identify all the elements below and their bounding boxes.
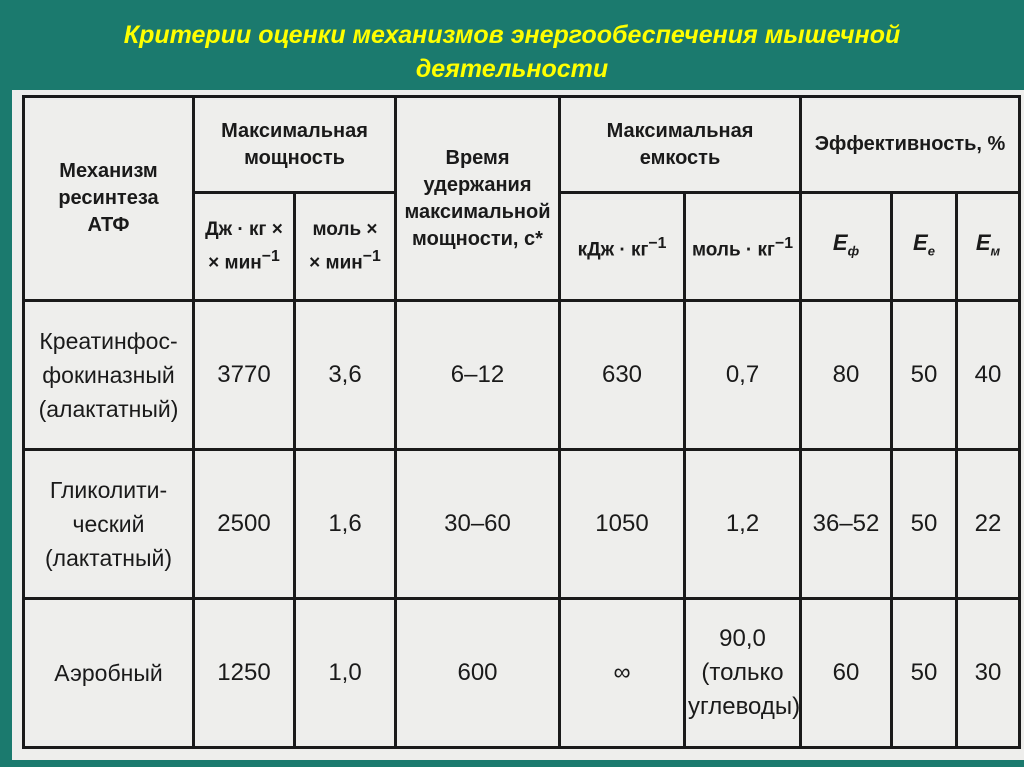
mechanism-cell [24,450,194,599]
mechanism-line2: ческий [72,511,145,537]
header-power-j-line2: × мин [208,252,262,274]
header-eff-f-sub: ф [847,243,860,259]
header-capacity-kj [560,193,685,301]
slide-title-line2: деятельности [415,55,609,83]
capacity-kj-cell: ∞ [560,599,685,748]
eff-e-cell: 50 [892,301,957,450]
mechanism-line3: (алактатный) [38,396,179,422]
header-eff-m-symbol: E [975,229,991,255]
eff-e-cell: 50 [892,450,957,599]
header-power-mol-line2: × мин [309,252,363,274]
header-mechanism-line3: АТФ [87,214,130,236]
mechanism-line1: Гликолити- [49,477,168,503]
capacity-kj-cell: 1050 [560,450,685,599]
header-eff-m-sub: м [990,243,1001,259]
header-max-power-line2: мощность [244,146,345,169]
power-mol-cell: 3,6 [295,301,396,450]
capacity-note-line1: (только [701,659,784,686]
power-mol-cell: 1,6 [295,450,396,599]
capacity-mol-cell [685,599,801,748]
header-mechanism-line2: ресинтеза [58,187,159,209]
power-j-cell: 1250 [194,599,295,748]
header-max-capacity-line2: емкость [639,146,721,169]
eff-m-cell: 30 [957,599,1020,748]
eff-f-cell: 60 [801,599,892,748]
slide-title-line1: Критерии оценки механизмов энергообеспечения мышечной [123,21,901,49]
eff-m-cell: 22 [957,450,1020,599]
table-sheet [12,90,1024,760]
eff-f-cell: 36–52 [801,450,892,599]
capacity-mol-value: 90,0 [719,625,766,652]
mechanism-line1: Креатинфос- [39,328,178,354]
header-mechanism [24,97,194,301]
header-max-power-line1: Максимальная [221,119,368,142]
header-hold-time [396,97,560,301]
mechanism-cell [24,301,194,450]
header-eff-m [957,193,1020,301]
header-capacity-mol-label: моль · кг [691,239,775,261]
slide-title [0,18,1024,86]
header-max-power [194,97,396,193]
header-capacity-kj-label: кДж · кг [577,239,649,261]
header-power-j-line1: Дж · кг × [205,219,283,241]
capacity-mol-cell: 0,7 [685,301,801,450]
header-power-j-exp: −1 [261,248,280,266]
header-eff-f-symbol: E [832,229,848,255]
header-capacity-mol-exp: −1 [774,234,794,252]
header-power-mol-line1: моль × [312,219,378,241]
table-row-creatine [24,301,1020,450]
mechanism-line3: (лактатный) [44,545,173,571]
header-eff-e-sub: е [927,243,935,259]
header-hold-time-line2: удержания [423,173,532,196]
power-j-cell: 2500 [194,450,295,599]
hold-time-cell: 600 [396,599,560,748]
header-eff-e [892,193,957,301]
power-j-cell: 3770 [194,301,295,450]
header-eff-f [801,193,892,301]
mechanism-line2: фокиназный [42,362,175,388]
header-capacity-kj-exp: −1 [648,234,667,252]
capacity-mol-cell: 1,2 [685,450,801,599]
table-row-aerobic [24,599,1020,748]
header-hold-time-line1: Время [445,146,510,169]
eff-m-cell: 40 [957,301,1020,450]
table-row-glycolytic [24,450,1020,599]
hold-time-cell: 6–12 [396,301,560,450]
header-mechanism-line1: Механизм [59,160,158,182]
energy-criteria-table [22,95,1021,749]
header-capacity-mol [685,193,801,301]
header-power-mol-exp: −1 [362,248,381,266]
header-power-j [194,193,295,301]
header-efficiency [801,97,1020,193]
header-hold-time-line3: максимальной [404,200,551,223]
header-power-mol [295,193,396,301]
header-eff-e-symbol: E [913,229,928,255]
header-row-main [24,97,1020,193]
eff-e-cell: 50 [892,599,957,748]
capacity-note-line2: углеводы) [688,693,801,720]
header-efficiency-label: Эффективность, % [814,133,1006,155]
power-mol-cell: 1,0 [295,599,396,748]
hold-time-cell: 30–60 [396,450,560,599]
eff-f-cell: 80 [801,301,892,450]
header-max-capacity-line1: Максимальная [606,119,754,142]
header-hold-time-line4: мощности, с* [412,227,543,250]
mechanism-cell [24,599,194,748]
header-max-capacity [560,97,801,193]
capacity-kj-cell: 630 [560,301,685,450]
mechanism-line1: Аэробный [54,660,163,686]
